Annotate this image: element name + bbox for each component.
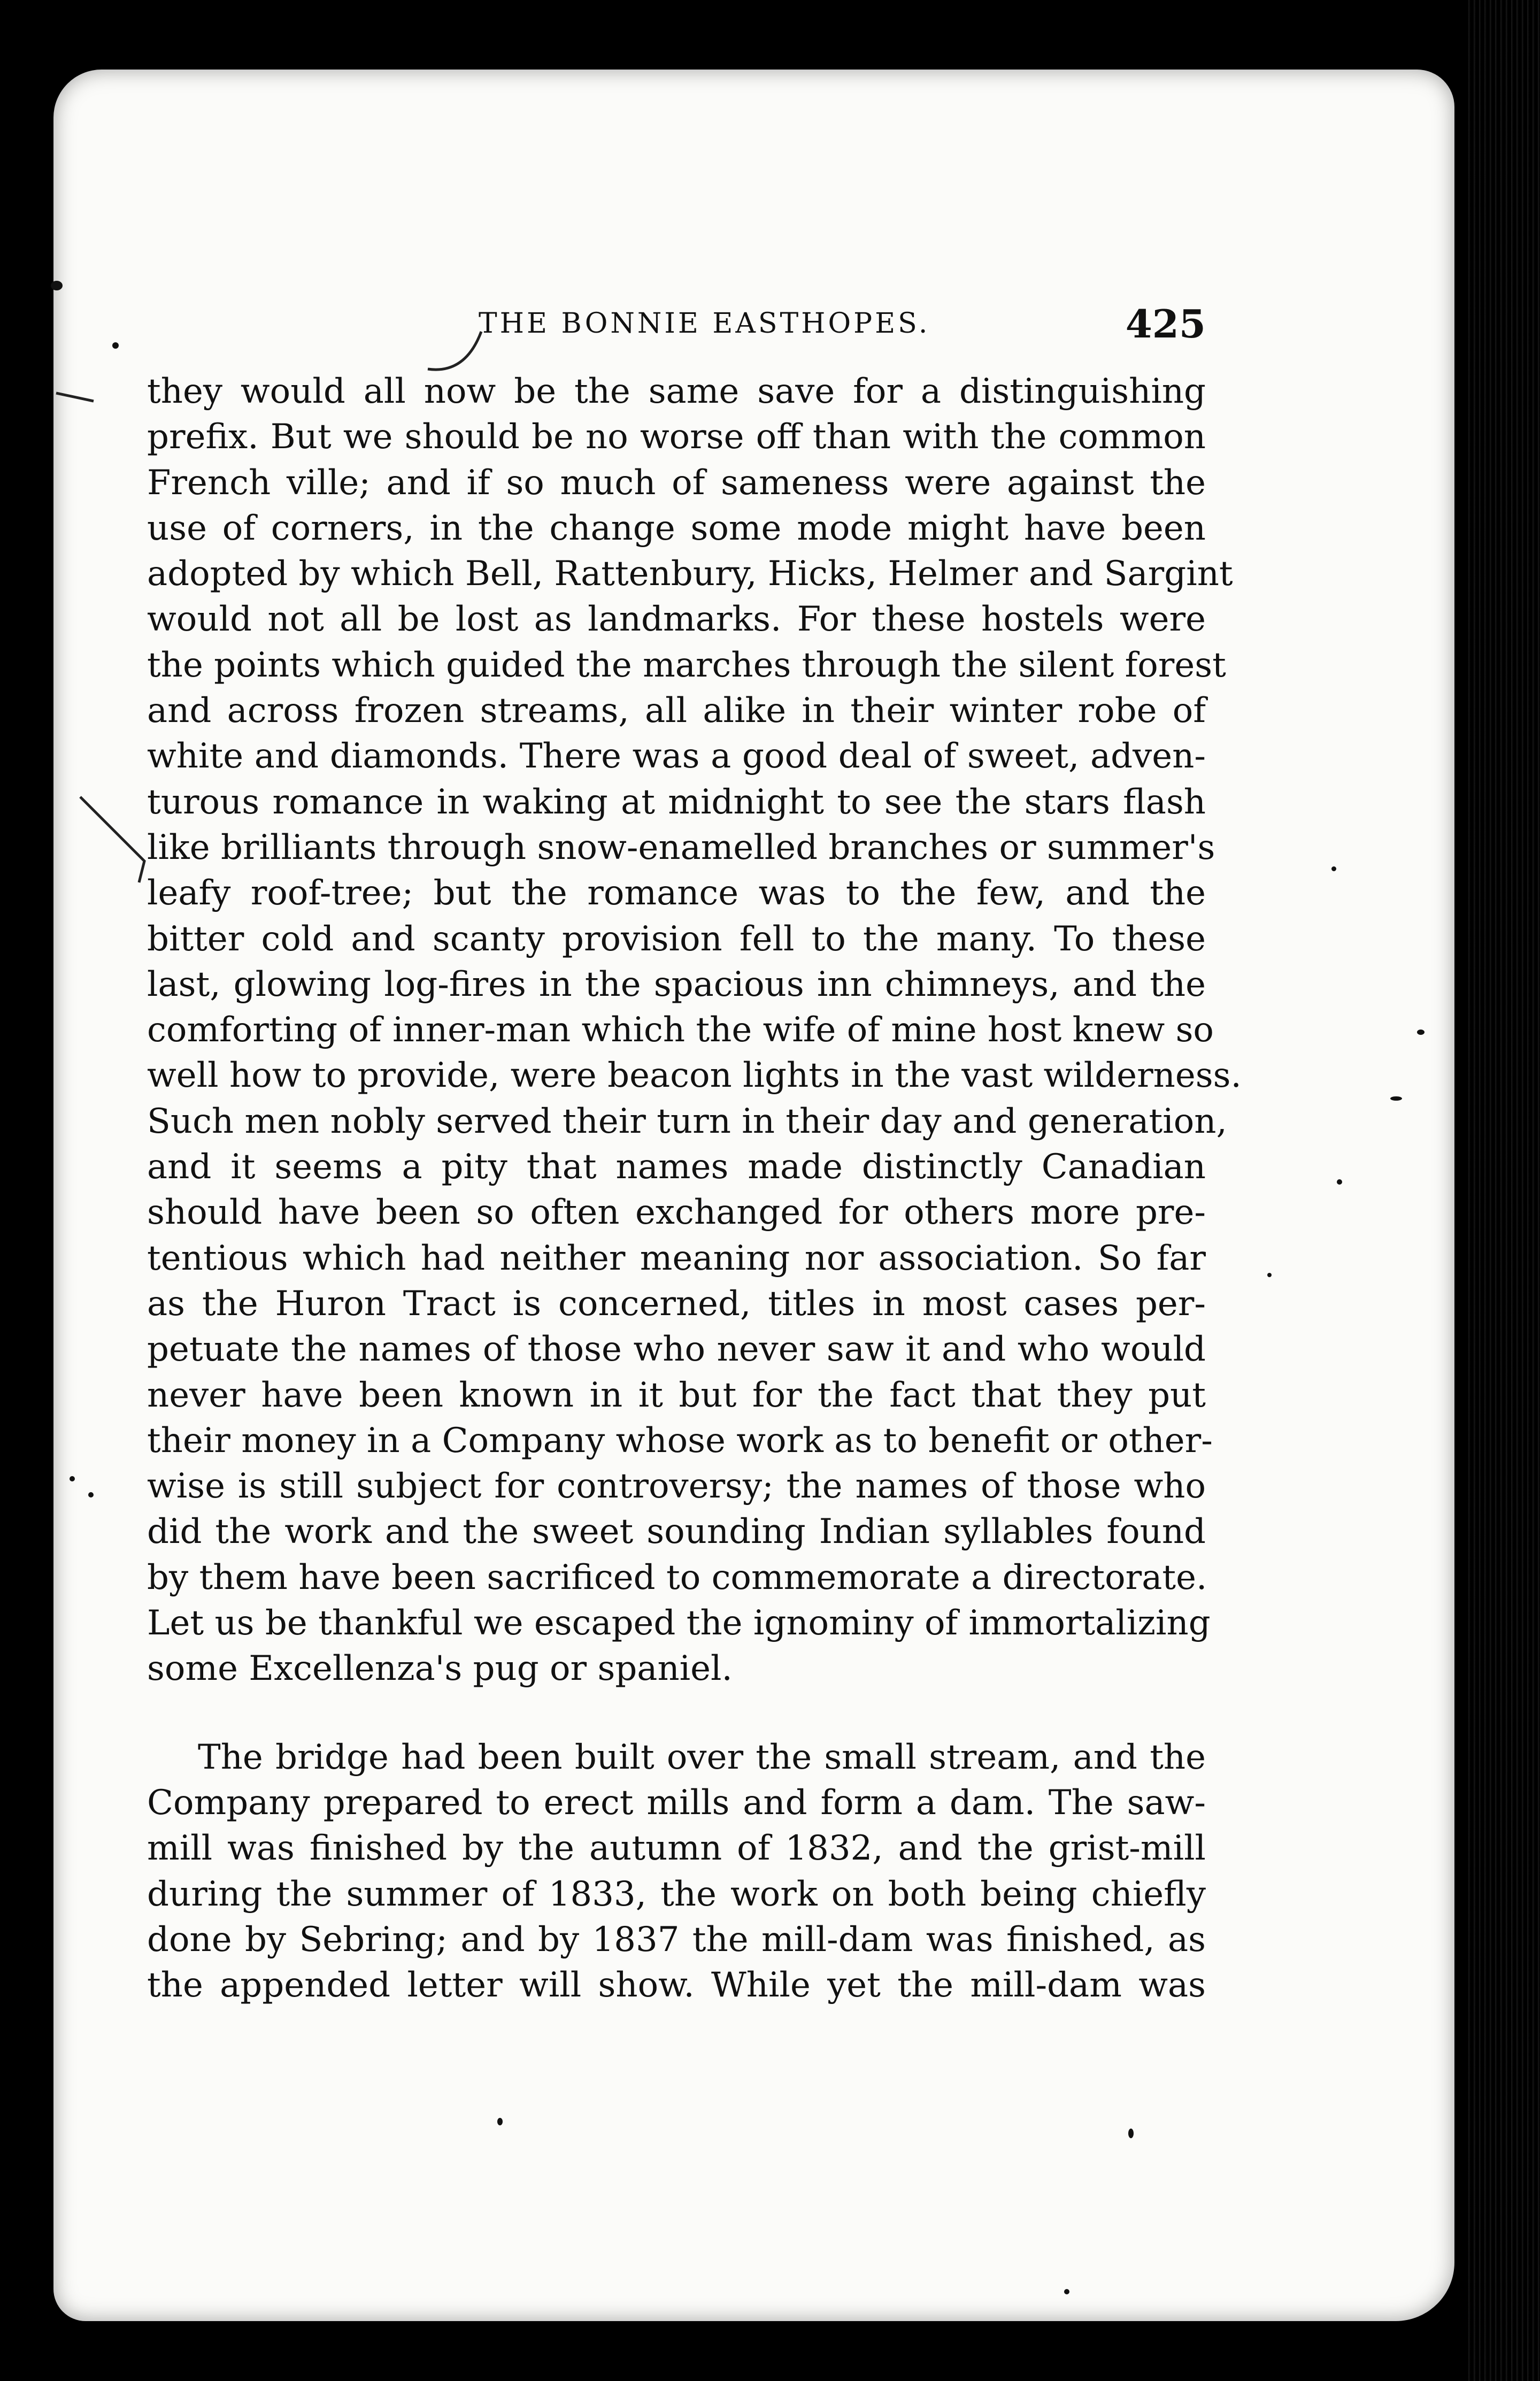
- scan-speck: [497, 2118, 503, 2125]
- running-head: [147, 297, 1206, 348]
- body-text: [147, 369, 1242, 2008]
- text-line: last, glowing log-fires in the spacious inn chimneys, and the: [147, 964, 1206, 1004]
- text-line: well how to provide, were beacon lights in the vast wilderness.: [147, 1056, 1242, 1096]
- scan-speck: [1390, 1096, 1402, 1101]
- text-line: the points which guided the marches through the silent forest: [147, 645, 1226, 685]
- scan-speck: [1267, 1273, 1272, 1277]
- text-line: and across frozen streams, all alike in their winter robe of: [147, 691, 1206, 731]
- scan-speck: [51, 281, 63, 290]
- text-line: Company prepared to erect mills and form a dam. The saw-: [147, 1783, 1206, 1823]
- text-line: during the summer of 1833, the work on both being chiefly: [147, 1874, 1206, 1914]
- text-line: use of corners, in the change some mode might have been: [147, 508, 1206, 548]
- scan-speck: [1331, 866, 1336, 871]
- scan-left-edge: [0, 0, 16, 2381]
- scan-speck: [1064, 2289, 1069, 2294]
- paragraph-1: [147, 369, 1242, 1692]
- text-line: bitter cold and scanty provision fell to the many. To these: [147, 919, 1206, 959]
- text-line: turous romance in waking at midnight to see the stars flash: [147, 782, 1206, 822]
- paragraph-2: [147, 1735, 1206, 2009]
- text-line: the appended letter will show. While yet the mill-dam was: [147, 1965, 1206, 2006]
- text-line: did the work and the sweet sounding Indian syllables found: [147, 1512, 1206, 1552]
- text-line: never have been known in it but for the fact that they put: [147, 1375, 1206, 1415]
- text-line: leafy roof-tree; but the romance was to the few, and the: [147, 873, 1206, 913]
- text-line: and it seems a pity that names made distinctly Canadian: [147, 1147, 1206, 1187]
- text-line: wise is still subject for controversy; the names of those who: [147, 1466, 1206, 1507]
- text-line: adopted by which Bell, Rattenbury, Hicks, Helmer and Sargint: [147, 554, 1233, 594]
- scan-speck: [1417, 1030, 1424, 1035]
- text-line: would not all be lost as landmarks. For these hostels were: [147, 600, 1206, 640]
- text-line: petuate the names of those who never saw it and who would: [147, 1330, 1206, 1370]
- scan-right-edge: [1465, 0, 1540, 2381]
- text-line: The bridge had been built over the small stream, and the: [198, 1737, 1206, 1777]
- text-line: should have been so often exchanged for others more pre-: [147, 1193, 1206, 1233]
- scan-speck: [112, 342, 119, 349]
- text-line: French ville; and if so much of sameness were against the: [147, 463, 1206, 503]
- text-line: they would all now be the same save for a distinguishing: [147, 372, 1206, 411]
- scan-speck: [1337, 1179, 1342, 1185]
- scan-speck: [88, 1492, 94, 1497]
- text-line: mill was finished by the autumn of 1832, and the grist-mill: [147, 1829, 1206, 1869]
- text-line: white and diamonds. There was a good deal of sweet, adven-: [147, 736, 1206, 777]
- page-number: 425: [1125, 301, 1206, 347]
- text-line: done by Sebring; and by 1837 the mill-dam was finished, as: [147, 1919, 1206, 1960]
- text-line: some Excellenza's pug or spaniel.: [147, 1649, 733, 1689]
- text-line: their money in a Company whose work as to benefit or other-: [147, 1420, 1213, 1461]
- text-line: prefix. But we should be no worse off than with the common: [147, 417, 1206, 457]
- scan-speck: [70, 1476, 75, 1481]
- scan-speck: [1128, 2129, 1134, 2138]
- text-line: as the Huron Tract is concerned, titles in most cases per-: [147, 1284, 1206, 1324]
- paragraph-gap: [147, 1692, 1206, 1735]
- text-line: by them have been sacrificed to commemorate a directorate.: [147, 1557, 1207, 1597]
- running-head-title: THE BONNIE EASTHOPES.: [479, 308, 930, 340]
- text-line: Let us be thankful we escaped the ignominy of immortalizing: [147, 1603, 1211, 1643]
- text-line: tentious which had neither meaning nor association. So far: [147, 1238, 1206, 1278]
- text-line: comforting of inner-man which the wife of mine host knew so: [147, 1010, 1214, 1050]
- text-line: Such men nobly served their turn in their day and generation,: [147, 1101, 1227, 1141]
- text-line: like brilliants through snow-enamelled branches or summer's: [147, 827, 1215, 867]
